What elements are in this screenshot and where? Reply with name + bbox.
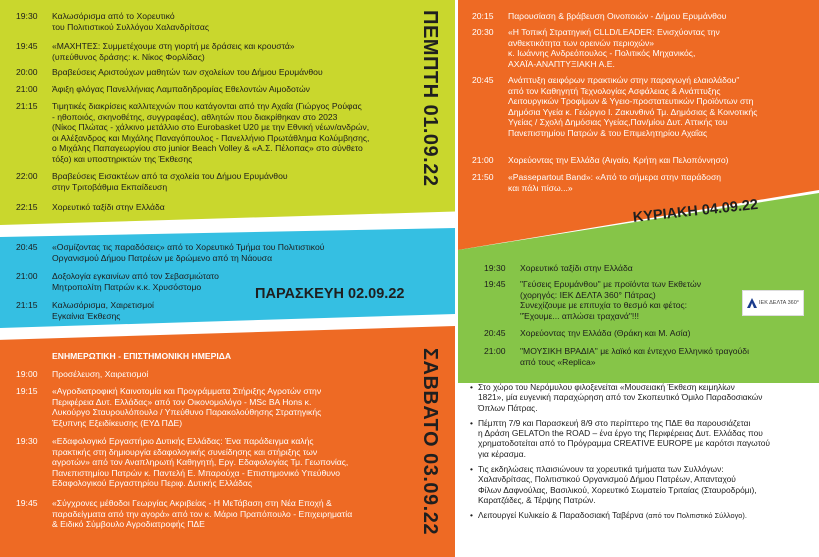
thursday-title: ΠΕΜΠΤΗ 01.09.22 <box>419 10 441 187</box>
logo-text: ΙΕΚ ΔΕΛΤΑ 360° <box>759 300 799 306</box>
bullet-icon: • <box>470 464 473 475</box>
bullet-icon: • <box>470 417 473 428</box>
iek-delta-logo <box>742 290 804 316</box>
sunday-title: ΚΥΡΙΑΚΗ 04.09.22 <box>632 196 759 226</box>
saturday-title: ΣΑΒΒΑΤΟ 03.09.22 <box>419 348 441 535</box>
bullet-icon: • <box>470 382 473 392</box>
notes-section <box>470 382 812 527</box>
friday-title: ΠΑΡΑΣΚΕΥΗ 02.09.22 <box>255 286 405 302</box>
note-item: • Πέμπτη 7/9 και Παρασκευή 8/9 στο περίπτερο της ΠΔΕ θα παρουσιάζεται η Δράση GELATOn the ROAD – ένα έργο της Περιφέρειας Δυτ. Ελλάδας που χρηματοδοτείται από το Πρόγραμμα CREATIVE EUROPE με καρότσι παγωτού για κέρασμα. <box>470 417 770 459</box>
note-item: • Στο χώρο του Νερόμυλου φιλοξενείται «Μουσειακή Έκθεση κειμηλίων 1821», μία ευγενική παραχώρηση από τον Σκοπευτικό Όμιλο Παραδοσιακών Όπλων Πάτρας. <box>470 382 763 413</box>
saturday-subtitle: ΕΝΗΜΕΡΩΤΙΚΗ - ΕΠΙΣΤΗΜΟΝΙΚΗ ΗΜΕΡΙΔΑ <box>52 351 232 361</box>
bullet-icon: • <box>470 510 473 521</box>
note-item: • Τις εκδηλώσεις πλαισιώνουν τα χορευτικά τμήματα των Συλλόγων: Χαλανδρίτσας, Πολιτιστικού Οργανισμού Δήμου Πατρέων, Απανταχού Φίλων Δαφνούλας, Βασιλικού, Χορευτικό Σωματείο Τριταίας (Σταυροδρόμι), Καρατζάδες, & Τέρψης Πατρών. <box>470 464 757 505</box>
note-item: • Λειτουργεί Κυλικείο & Παραδοσιακή Ταβέρνα (από τον Πολιτιστικό Σύλλογο). <box>470 510 747 521</box>
logo-mark-icon <box>747 298 757 308</box>
